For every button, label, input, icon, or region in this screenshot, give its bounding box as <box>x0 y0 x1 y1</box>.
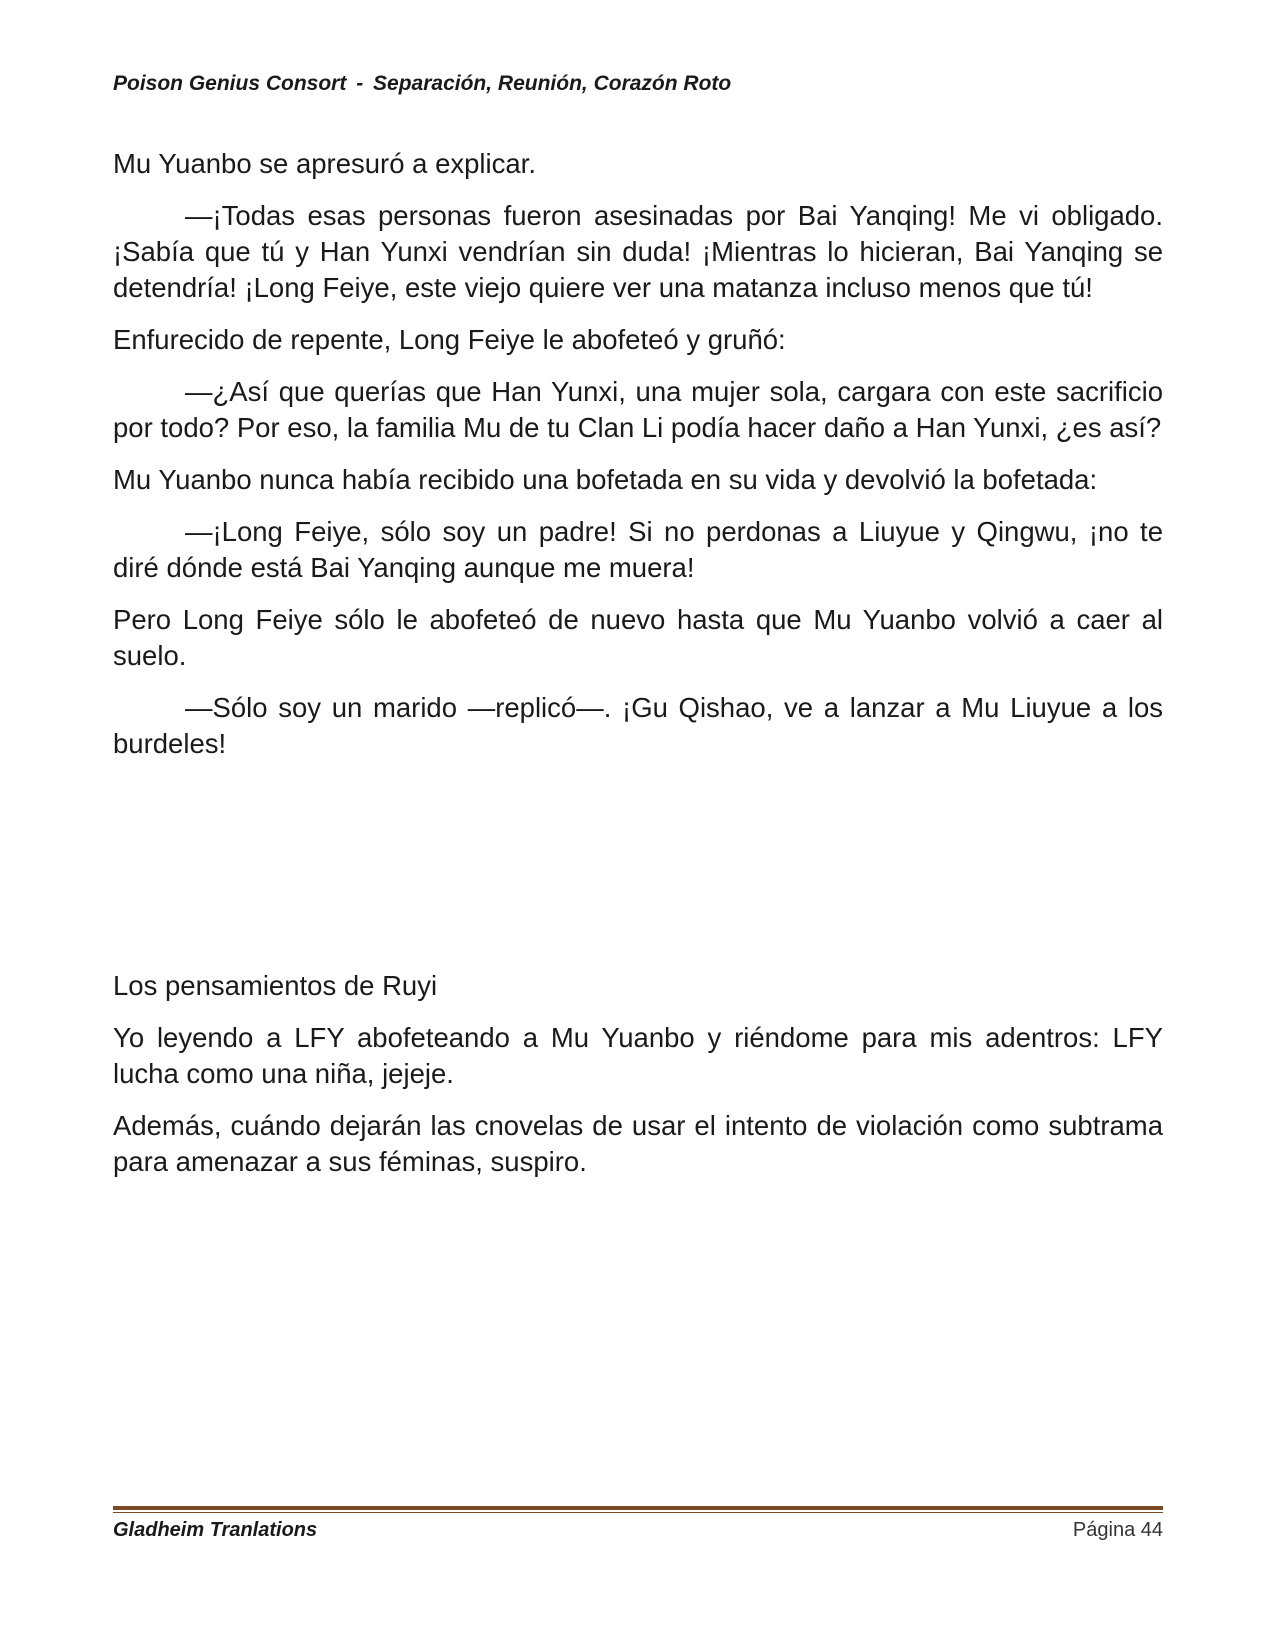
page-header <box>113 72 1163 96</box>
book-title: Poison Genius Consort <box>113 72 347 95</box>
notes-paragraph: Yo leyendo a LFY abofeteando a Mu Yuanbo y riéndome para mis adentros: LFY lucha como una niña, jejeje. <box>113 1022 1163 1089</box>
paragraph: Pero Long Feiye sólo le abofeteó de nuevo hasta que Mu Yuanbo volvió a caer al suelo. <box>113 604 1163 671</box>
notes-heading: Los pensamientos de Ruyi <box>113 970 438 1001</box>
translator-notes <box>113 968 1163 1196</box>
paragraph-dialogue: —¿Así que querías que Han Yunxi, una mujer sola, cargara con este sacrificio por todo? Por eso, la familia Mu de tu Clan Li podía hacer daño a Han Yunxi, ¿es así? <box>113 376 1163 443</box>
paragraph: Enfurecido de repente, Long Feiye le abofeteó y gruñó: <box>113 324 786 355</box>
footer-publisher: Gladheim Tranlations <box>113 1519 318 1541</box>
page-number: Página 44 <box>1072 1519 1163 1541</box>
paragraph-dialogue: —Sólo soy un marido —replicó—. ¡Gu Qishao, ve a lanzar a Mu Liuyue a los burdeles! <box>113 692 1163 759</box>
paragraph: Mu Yuanbo nunca había recibido una bofetada en su vida y devolvió la bofetada: <box>113 464 1098 495</box>
footer-divider <box>113 1506 1163 1510</box>
chapter-title: Separación, Reunión, Corazón Roto <box>373 72 732 95</box>
paragraph-dialogue: —¡Todas esas personas fueron asesinadas por Bai Yanqing! Me vi obligado. ¡Sabía que tú y Han Yunxi vendrían sin duda! ¡Mientras lo hicieran, Bai Yanqing se detendría! ¡Long Feiye, este viejo quiere ver una matanza incluso menos que tú! <box>113 200 1163 303</box>
paragraph-dialogue: —¡Long Feiye, sólo soy un padre! Si no perdonas a Liuyue y Qingwu, ¡no te diré dónde está Bai Yanqing aunque me muera! <box>113 516 1163 583</box>
paragraph: Mu Yuanbo se apresuró a explicar. <box>113 148 536 179</box>
notes-paragraph: Además, cuándo dejarán las cnovelas de usar el intento de violación como subtrama para amenazar a sus féminas, suspiro. <box>113 1110 1163 1177</box>
header-separator: - <box>356 72 364 95</box>
chapter-body <box>113 146 1163 778</box>
footer-divider-thin <box>113 1512 1163 1513</box>
